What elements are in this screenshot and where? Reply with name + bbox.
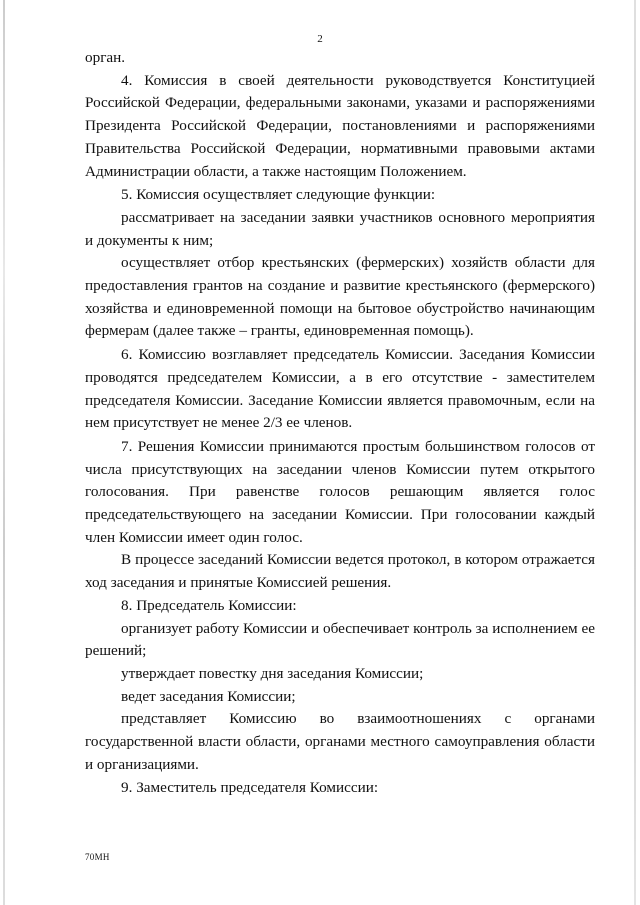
scan-edge-left — [3, 0, 5, 905]
page-number: 2 — [317, 33, 323, 45]
paragraph: осуществляет отбор крестьянских (фермерских) хозяйств области для предоставления грантов на создание и развитие крестьянского (фермерского) хозяйства и единовременной помощи на бытовое обустройство начинающим фермерам (далее также – гранты, единовременная помощь). — [85, 254, 595, 340]
paragraph: орган. — [85, 49, 126, 66]
paragraph: ведет заседания Комиссии; — [121, 687, 296, 705]
paragraph: 9. Заместитель председателя Комиссии: — [121, 778, 379, 796]
paragraph: 6. Комиссию возглавляет председатель Комиссии. Заседания Комиссии проводятся председателем Комиссии, а в его отсутствие - заместителем председателя Комиссии. Заседание Комиссии является правомочным, если на нем присутствует не менее 2/3 ее членов. — [85, 346, 595, 432]
paragraph: организует работу Комиссии и обеспечивает контроль за исполнением ее решений; — [85, 619, 595, 660]
scan-edge-right — [634, 0, 636, 905]
paragraph: В процессе заседаний Комиссии ведется протокол, в котором отражается ход заседания и принятые Комиссией решения. — [85, 551, 595, 592]
paragraph: рассматривает на заседании заявки участников основного мероприятия и документы к ним; — [85, 208, 595, 249]
paragraph: 8. Председатель Комиссии: — [121, 596, 297, 614]
document-code: 70МН — [85, 852, 110, 862]
paragraph: 7. Решения Комиссии принимаются простым большинством голосов от числа присутствующих на заседании членов Комиссии путем открытого голосования. При равенстве голосов решающим является голос председательствующего на заседании Комиссии. При голосовании каждый член Комиссии имеет один голос. — [85, 437, 595, 546]
paragraph: утверждает повестку дня заседания Комиссии; — [121, 664, 424, 682]
paragraph: 4. Комиссия в своей деятельности руководствуется Конституцией Российской Федерации, федеральными законами, указами и распоряжениями Президента Российской Федерации, постановлениями и распоряжениями Правительства Российской Федерации, нормативными правовыми актами Администрации области, а также настоящим Положением. — [85, 71, 595, 180]
document-body — [85, 47, 595, 799]
paragraph: 5. Комиссия осуществляет следующие функции: — [121, 186, 436, 204]
paragraph: представляет Комиссию во взаимоотношениях с органами государственной власти области, органами местного самоуправления области и организациями. — [85, 710, 595, 773]
